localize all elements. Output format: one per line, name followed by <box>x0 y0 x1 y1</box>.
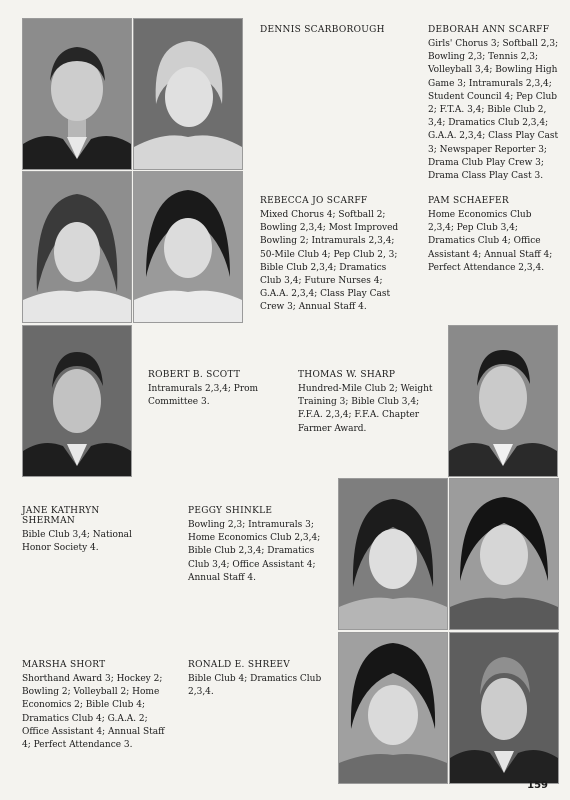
entry-sherman <box>22 506 152 555</box>
entry-sharp <box>298 370 438 436</box>
entry-shreev <box>188 660 328 699</box>
student-name: ROBERT B. SCOTT <box>148 370 241 380</box>
student-name: JANE KATHRYN SHERMAN <box>22 506 100 526</box>
entry-schaefer <box>428 196 560 275</box>
portrait-photo-scarff-deborah <box>133 18 243 170</box>
student-name: THOMAS W. SHARP <box>298 370 396 380</box>
student-activities: Intramurals 2,3,4; Prom Committee 3. <box>148 384 259 408</box>
portrait-photo-schaefer <box>133 171 243 323</box>
student-name: PAM SCHAEFER <box>428 196 509 206</box>
student-activities: Home Economics Club 2,3,4; Pep Club 3,4; Dramatics Club 4; Office Assistant 4; Annual Staff 4; Perfect Attendance 2,3,4. <box>428 210 553 273</box>
student-activities: Hundred-Mile Club 2; Weight Training 3; Bible Club 3,4; F.F.A. 2,3,4; F.F.A. Chapter Farmer Award. <box>298 384 433 434</box>
entry-scarff-deborah <box>428 25 560 183</box>
portrait-photo-scarff-rebecca <box>22 171 132 323</box>
student-name: DEBORAH ANN SCARFF <box>428 25 550 35</box>
student-name: PEGGY SHINKLE <box>188 506 273 516</box>
portrait-photo-sharp <box>448 325 558 477</box>
entry-scott <box>148 370 288 409</box>
portrait-photo-shinkle <box>449 478 559 630</box>
page-number: 159 <box>527 780 548 791</box>
student-name: RONALD E. SHREEV <box>188 660 291 670</box>
student-name: REBECCA JO SCARFF <box>260 196 368 206</box>
student-name: MARSHA SHORT <box>22 660 106 670</box>
portrait-photo-shreev <box>449 632 559 784</box>
portrait-photo-short <box>338 632 448 784</box>
student-activities: Girls' Chorus 3; Softball 2,3; Bowling 2,3; Tennis 2,3; Volleyball 3,4; Bowling High Game 3; Intramurals 2,3,4; Student Council 4; Pep Club 2; F.T.A. 3,4; Bible Club 2, 3,4; Dramatics Club 2,3,4; G.A.A. 2,3,4; Class Play Cast 3; Newspaper Reporter 3; Drama Club Play Crew 3; Drama Class Play Cast 3. <box>428 39 559 182</box>
entry-shinkle <box>188 506 323 585</box>
student-activities: Bible Club 4; Dramatics Club 2,3,4. <box>188 674 322 698</box>
student-name: DENNIS SCARBOROUGH <box>260 25 385 35</box>
portrait-photo-sherman <box>338 478 448 630</box>
entry-scarborough <box>260 25 410 38</box>
portrait-photo-scott <box>22 325 132 477</box>
entry-short <box>22 660 167 752</box>
entry-scarff-rebecca <box>260 196 400 315</box>
student-activities: Mixed Chorus 4; Softball 2; Bowling 2,3,4; Most Improved Bowling 2; Intramurals 2,3,4; 50-Mile Club 4; Pep Club 2, 3; Bible Club 2,3,4; Dramatics Club 3,4; Future Nurses 4; G.A.A. 2,3,4; Class Play Cast Crew 3; Annual Staff 4. <box>260 210 399 313</box>
student-activities: Bowling 2,3; Intramurals 3; Home Economics Club 2,3,4; Bible Club 2,3,4; Dramatics Club 3,4; Office Assistant 4; Annual Staff 4. <box>188 520 321 583</box>
student-activities: Shorthand Award 3; Hockey 2; Bowling 2; Volleyball 2; Home Economics 2; Bible Club 4; Dramatics Club 4; G.A.A. 2; Office Assistant 4; Annual Staff 4; Perfect Attendance 3. <box>22 674 165 751</box>
portrait-photo-scarborough <box>22 18 132 170</box>
student-activities: Bible Club 3,4; National Honor Society 4. <box>22 530 132 554</box>
